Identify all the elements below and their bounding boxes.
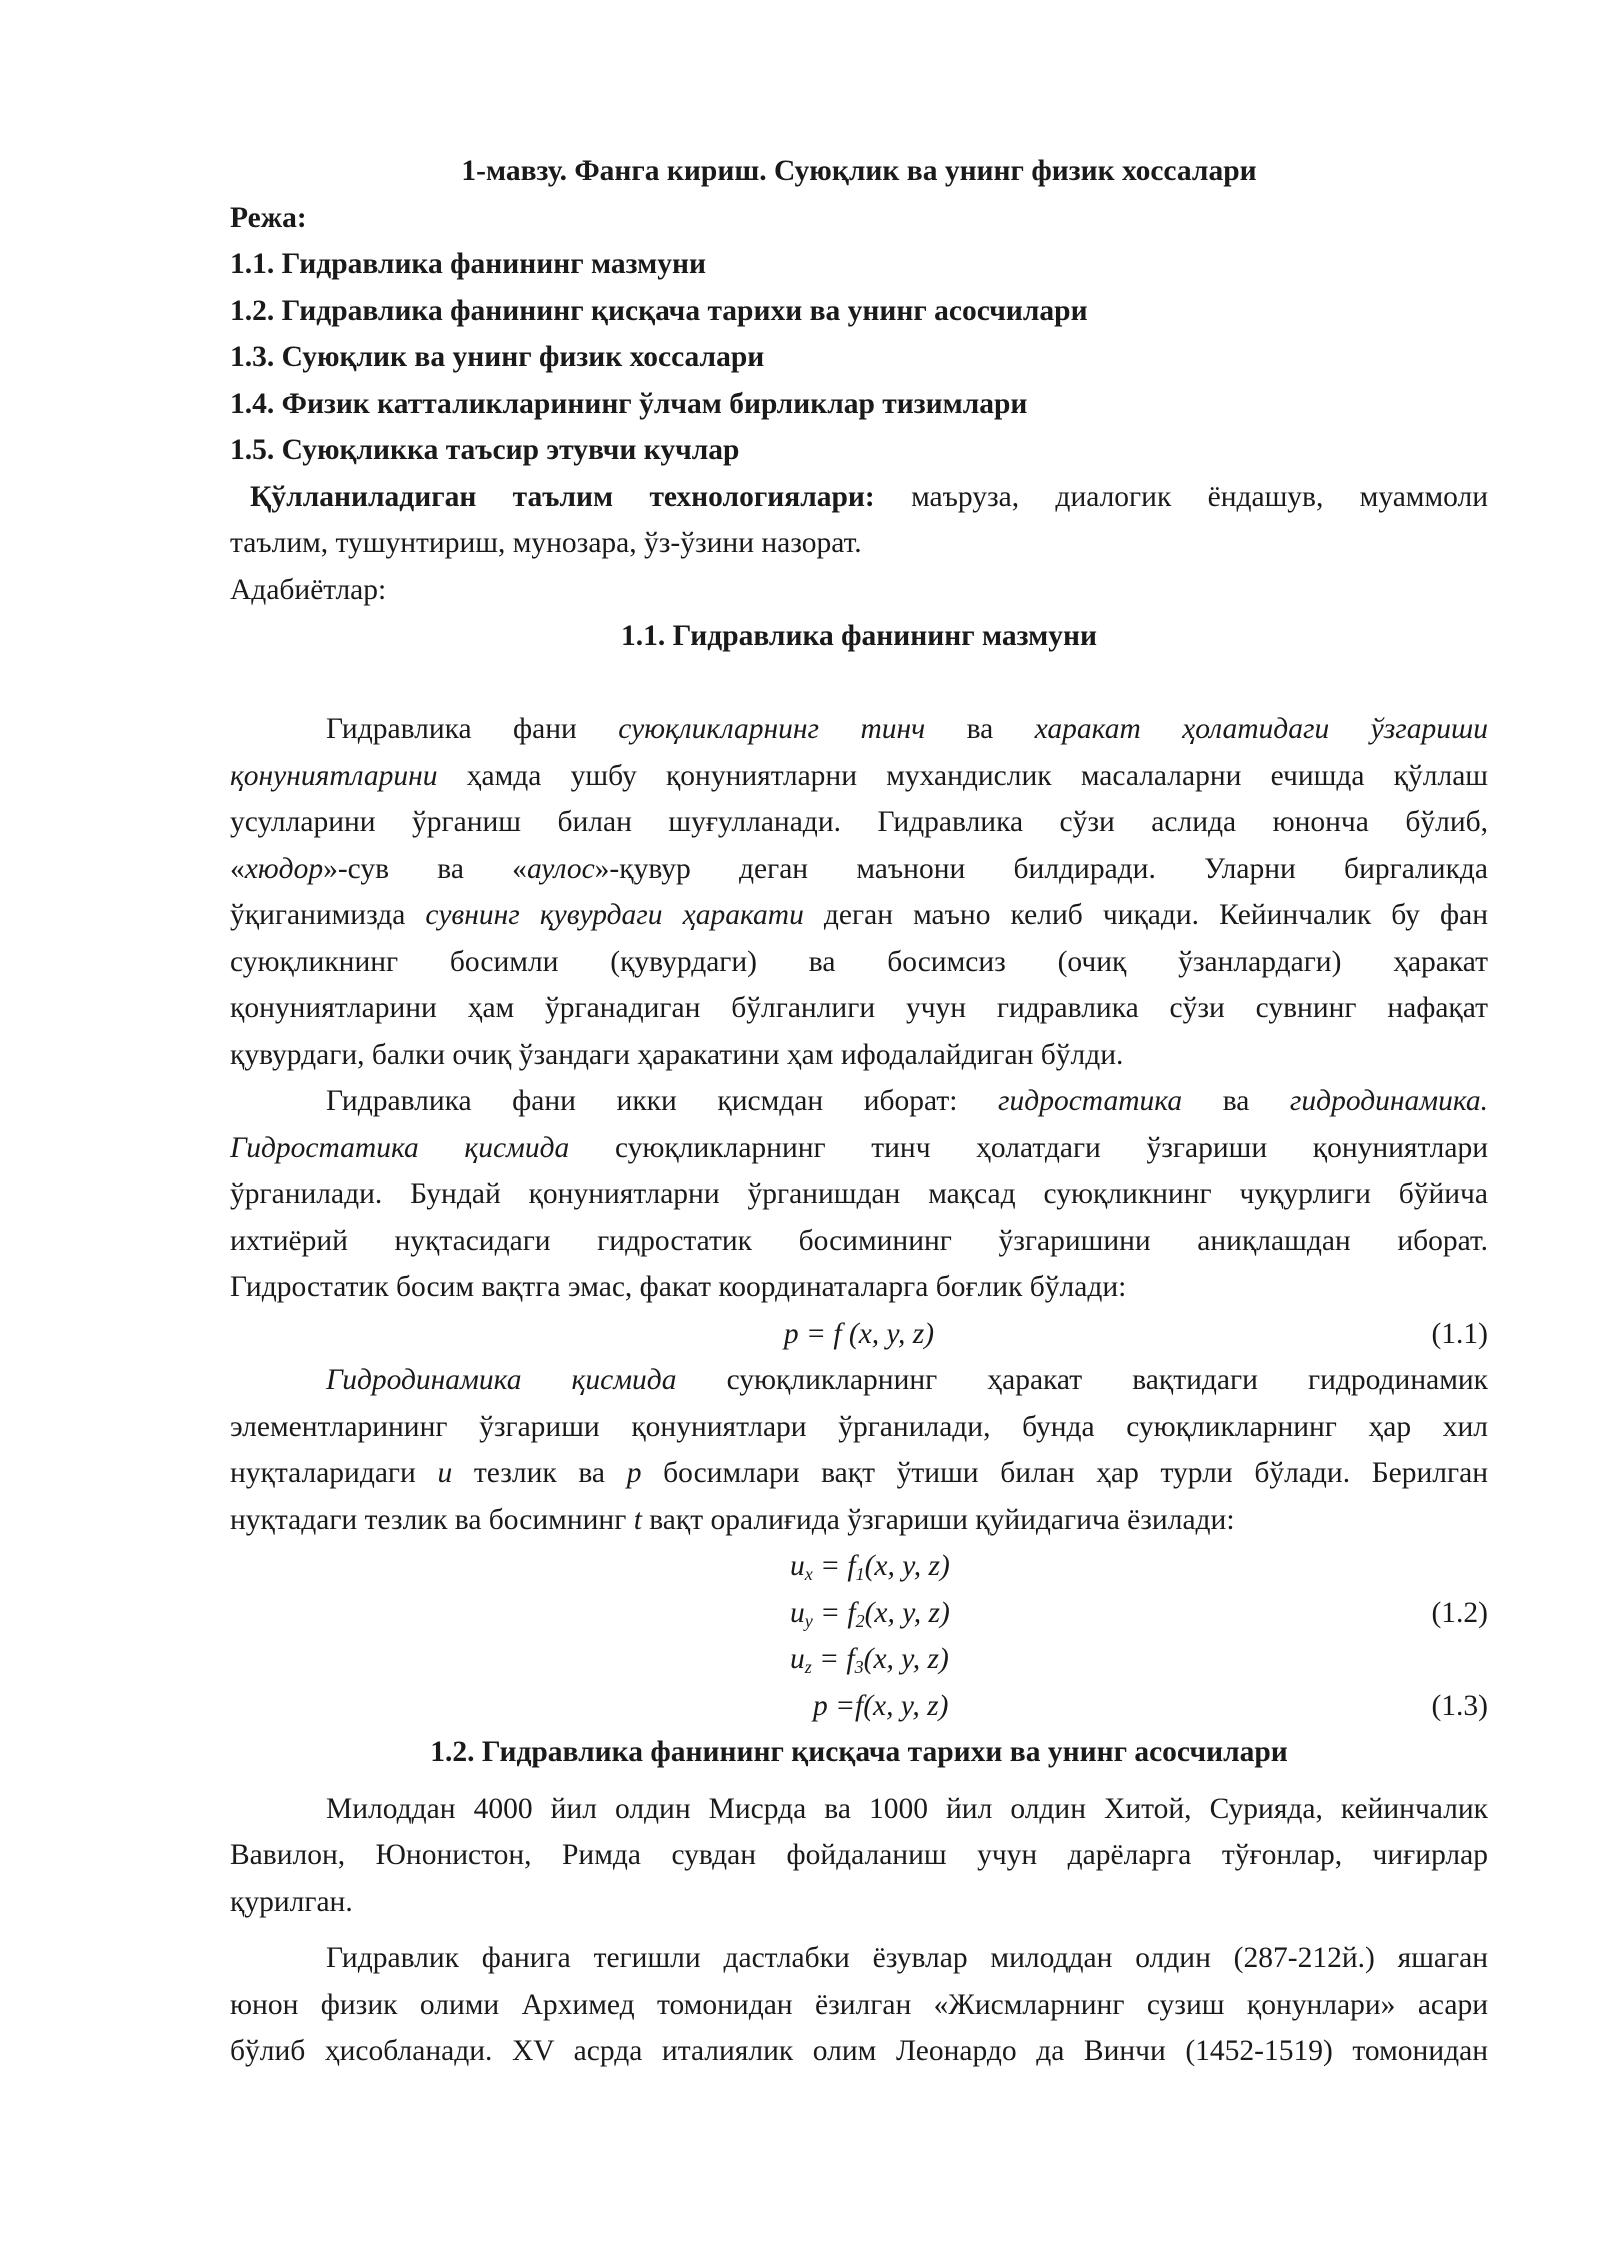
paragraph-line: Вавилон, Юнонистон, Римда сувдан фойдаланиш учун дарёларга тўғонлар, чиғирлар xyxy=(230,1839,1488,1871)
paragraph-line: нуқталаридаги u тезлик ва p босимлари вақт ўтиши билан ҳар турли бўлади. Берилган xyxy=(230,1457,1488,1489)
equation-number: (1.2) xyxy=(1431,1596,1488,1629)
paragraph-line: Гидравлика фани икки қисмдан иборат: гидростатика ва гидродинамика. xyxy=(326,1085,1488,1117)
paragraph-line: бўлиб ҳисобланади. XV асрда италиялик олим Леонардо да Винчи (1452-1519) томонидан xyxy=(230,2035,1488,2067)
equation-1-2-z xyxy=(230,1636,1488,1683)
equation-number: (1.1) xyxy=(1431,1317,1488,1350)
paragraph-line: ўқиганимизда сувнинг қувурдаги ҳаракати деган маъно келиб чиқади. Кейинчалик бу фан xyxy=(230,899,1488,931)
document-title: 1-мавзу. Фанга кириш. Суюқлик ва унинг физик хоссалари xyxy=(461,155,1257,187)
equation-number: (1.3) xyxy=(1431,1689,1488,1722)
equation-formula: p =f(x, y, z) xyxy=(813,1689,949,1722)
technologies-text: маъруза, диалогик ёндашув, муаммоли xyxy=(911,480,1488,513)
paragraph-line: қурилган. xyxy=(230,1885,353,1918)
equation-1-2-x xyxy=(230,1543,1488,1590)
equation-formula: $u_y = f_2(x$, y, z) xyxy=(790,1596,950,1631)
plan-item: 1.5. Суюқликка таъсир этувчи кучлар xyxy=(230,434,740,466)
document-page xyxy=(230,148,1488,2075)
technologies-label: Қўлланиладиган таълим технологиялари: xyxy=(250,480,875,513)
paragraph-line: юнон физик олими Архимед томонидан ёзилган «Жисмларнинг сузиш қонунлари» асари xyxy=(230,1988,1488,2021)
plan-item: 1.2. Гидравлика фанининг қисқача тарихи ва унинг асосчилари xyxy=(230,294,1088,327)
paragraph-line: «хюдор»-сув ва «аулос»-қувур деган маънони билдиради. Уларни биргаликда xyxy=(230,852,1488,885)
paragraph-line: қонуниятларини ҳамда ушбу қонуниятларни мухандислик масалаларни ечишда қўллаш xyxy=(230,759,1488,792)
technologies-paragraph xyxy=(230,474,1488,521)
paragraph-line: элементларининг ўзгариши қонуниятлари ўрганилади, бунда суюқликларнинг ҳар хил xyxy=(230,1410,1488,1443)
paragraph-line: усулларини ўрганиш билан шуғулланади. Гидравлика сўзи аслида юнонча бўлиб, xyxy=(230,806,1488,838)
equation-formula: $u_z = f_3(x$, y, z) xyxy=(790,1643,949,1677)
section-heading-1-2: 1.2. Гидравлика фанининг қисқача тарихи ва унинг асосчилари xyxy=(430,1736,1288,1768)
equation-1-2-y xyxy=(230,1590,1488,1637)
paragraph-line: Милоддан 4000 йил олдин Мисрда ва 1000 йил олдин Хитой, Сурияда, кейинчалик xyxy=(326,1792,1488,1825)
paragraph-line: Гидростатик босим вақтга эмас, факат координаталарга боғлик бўлади: xyxy=(230,1271,1127,1303)
equation-1-3 xyxy=(230,1683,1488,1730)
plan-item: 1.4. Физик катталикларининг ўлчам бирликлар тизимлари xyxy=(230,387,1028,420)
paragraph-line: суюқликнинг босимли (қувурдаги) ва босимсиз (очиқ ўзанлардаги) ҳаракат xyxy=(230,945,1488,978)
paragraph-line: қувурдаги, балки очиқ ўзандаги ҳаракатини ҳам ифодалайдиган бўлди. xyxy=(230,1038,1124,1071)
paragraph-line: Гидравлика фани суюқликларнинг тинч ва харакат ҳолатидаги ўзгариши xyxy=(326,713,1488,745)
paragraph-line: Гидравлик фанига тегишли дастлабки ёзувлар милоддан олдин (287-212й.) яшаган xyxy=(326,1942,1488,1974)
equation-formula: $u_x = f_1(x$, y, z) xyxy=(790,1550,950,1584)
paragraph-line: қонуниятларини ҳам ўрганадиган бўлганлиги учун гидравлика сўзи сувнинг нафақат xyxy=(230,992,1488,1024)
paragraph-line: ўрганилади. Бундай қонуниятларни ўрганишдан мақсад суюқликнинг чуқурлиги бўйича xyxy=(230,1178,1488,1210)
technologies-text-cont: таълим, тушунтириш, мунозара, ўз-ўзини назорат. xyxy=(230,527,862,559)
plan-item: 1.3. Суюқлик ва унинг физик хоссалари xyxy=(230,341,765,373)
paragraph-line: Гидростатика қисмида суюқликларнинг тинч ҳолатдаги ўзгариши қонуниятлари xyxy=(230,1131,1488,1164)
plan-label: Режа: xyxy=(230,201,307,234)
paragraph-line: Гидродинамика қисмида суюқликларнинг ҳаракат вақтидаги гидродинамик xyxy=(326,1364,1488,1396)
equation-formula: p = f (x, y, z) xyxy=(783,1317,935,1350)
paragraph-line: ихтиёрий нуқтасидаги гидростатик босимининг ўзгаришини аниқлашдан иборат. xyxy=(230,1224,1488,1257)
equation-1-1 xyxy=(230,1311,1488,1358)
literature-label: Адабиётлар: xyxy=(230,573,387,606)
section-heading-1-1: 1.1. Гидравлика фанининг мазмуни xyxy=(621,620,1097,652)
paragraph-line: нуқтадаги тезлик ва босимнинг t вақт оралиғида ўзгариши қуйидагича ёзилади: xyxy=(230,1503,1235,1536)
plan-item: 1.1. Гидравлика фанининг мазмуни xyxy=(230,248,706,280)
